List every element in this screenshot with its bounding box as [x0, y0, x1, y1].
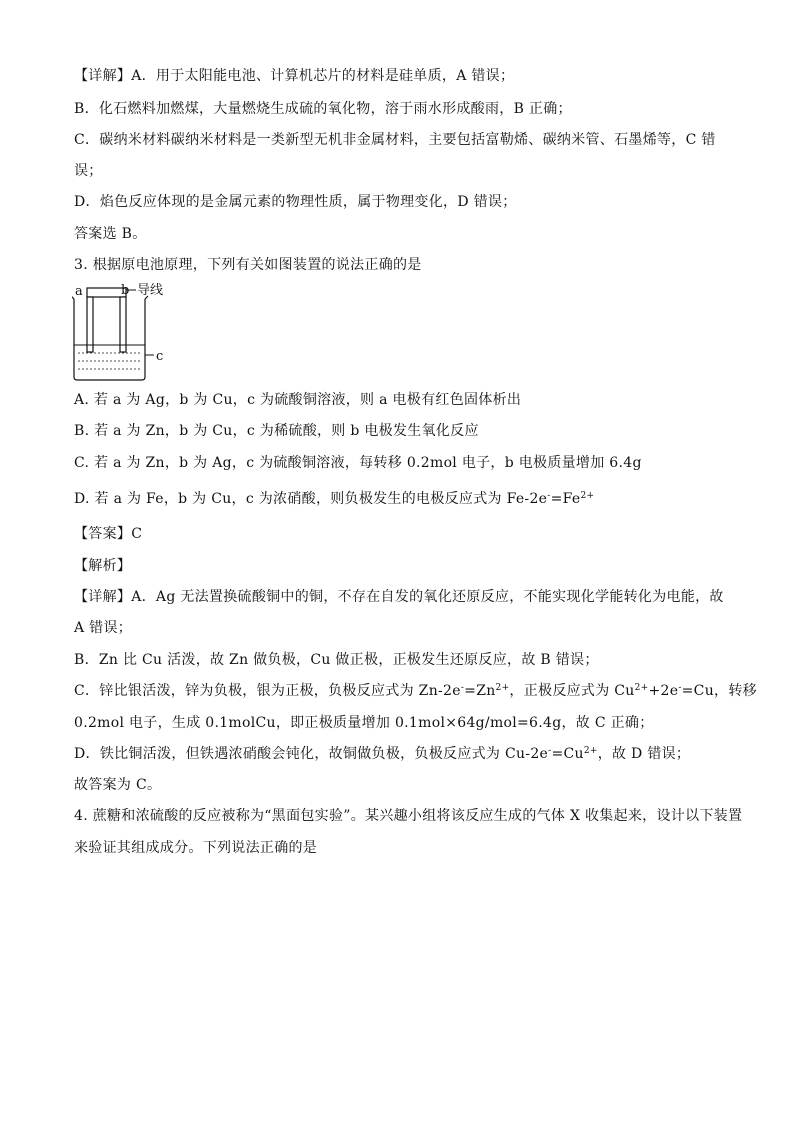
- q3-answer: 【答案】C: [74, 526, 143, 542]
- label-wire: 导线: [137, 283, 164, 298]
- q3-explain-a-line1: 【详解】A．Ag 无法置换硫酸铜中的铜，不存在自发的氧化还原反应，不能实现化学能转化为电能，故: [74, 589, 724, 605]
- q3-stem: 3. 根据原电池原理，下列有关如图装置的说法正确的是: [74, 257, 422, 273]
- q3-option-d: D. 若 a 为 Fe，b 为 Cu，c 为浓硝酸，则负极发生的电极反应式为 $Fe-2e^-=Fe^{2+}$: [74, 491, 595, 507]
- q4-stem-line2: 来验证其组成成分。下列说法正确的是: [74, 840, 318, 856]
- beaker: [74, 299, 145, 380]
- q3-analysis-heading: 【解析】: [74, 558, 132, 574]
- q2-explain-c-line2: 误；: [74, 163, 103, 179]
- q2-explain-a: 【详解】A．用于太阳能电池、计算机芯片的材料是硅单质，A 错误；: [74, 68, 515, 84]
- q3-explain-c-line2: 0.2mol 电子，生成 0.1molCu，即正极质量增加 0.1mol×64g/mol=6.4g，故 C 正确；: [74, 715, 654, 731]
- galvanic-cell-diagram: [72, 281, 182, 385]
- q3-option-a: A. 若 a 为 Ag，b 为 Cu，c 为硫酸铜溶液，则 a 电极有红色固体析出: [74, 392, 522, 408]
- q2-explain-c-line1: C．碳纳米材料碳纳米材料是一类新型无机非金属材料，主要包括富勒烯、碳纳米管、石墨烯等，C 错: [74, 132, 716, 148]
- q3-explain-c-line1: C．锌比银活泼，锌为负极，银为正极，负极反应式为 $Zn-2e^-=Zn^{2+}$，正极反应式为 $Cu^{2+}+2e^-=Cu$，转移: [74, 683, 757, 699]
- q3-explain-a-line2: A 错误；: [74, 620, 133, 636]
- label-a: a: [75, 284, 83, 299]
- q2-explain-d: D．焰色反应体现的是金属元素的物理性质，属于物理变化，D 错误；: [74, 194, 517, 210]
- label-c: c: [156, 349, 164, 364]
- electrode-b: [120, 297, 126, 352]
- q3-explain-b: B．Zn 比 Cu 活泼，故 Zn 做负极，Cu 做正极，正极发生还原反应，故 B 错误；: [74, 652, 599, 668]
- q2-answer-line: 答案选 B。: [74, 226, 147, 242]
- q3-explain-d: D．铁比铜活泼，但铁遇浓硝酸会钝化，故铜做负极，负极反应式为 $Cu-2e^-=Cu^{2+}$，故 D 错误；: [74, 746, 691, 762]
- electrode-a: [87, 297, 93, 352]
- q3-option-b: B. 若 a 为 Zn，b 为 Cu，c 为稀硫酸，则 b 电极发生氧化反应: [74, 423, 479, 439]
- label-b: b: [121, 283, 130, 298]
- q3-answer-line: 故答案为 C。: [74, 777, 162, 793]
- q3-option-c: C. 若 a 为 Zn，b 为 Ag，c 为硫酸铜溶液，每转移 0.2mol 电子，b 电极质量增加 6.4g: [74, 455, 642, 471]
- q4-stem-line1: 4. 蔗糖和浓硫酸的反应被称为“黑面包实验”。某兴趣小组将该反应生成的气体 X 收集起来，设计以下装置: [74, 808, 743, 824]
- q2-explain-b: B．化石燃料加燃煤，大量燃烧生成硫的氧化物，溶于雨水形成酸雨，B 正确；: [74, 101, 572, 117]
